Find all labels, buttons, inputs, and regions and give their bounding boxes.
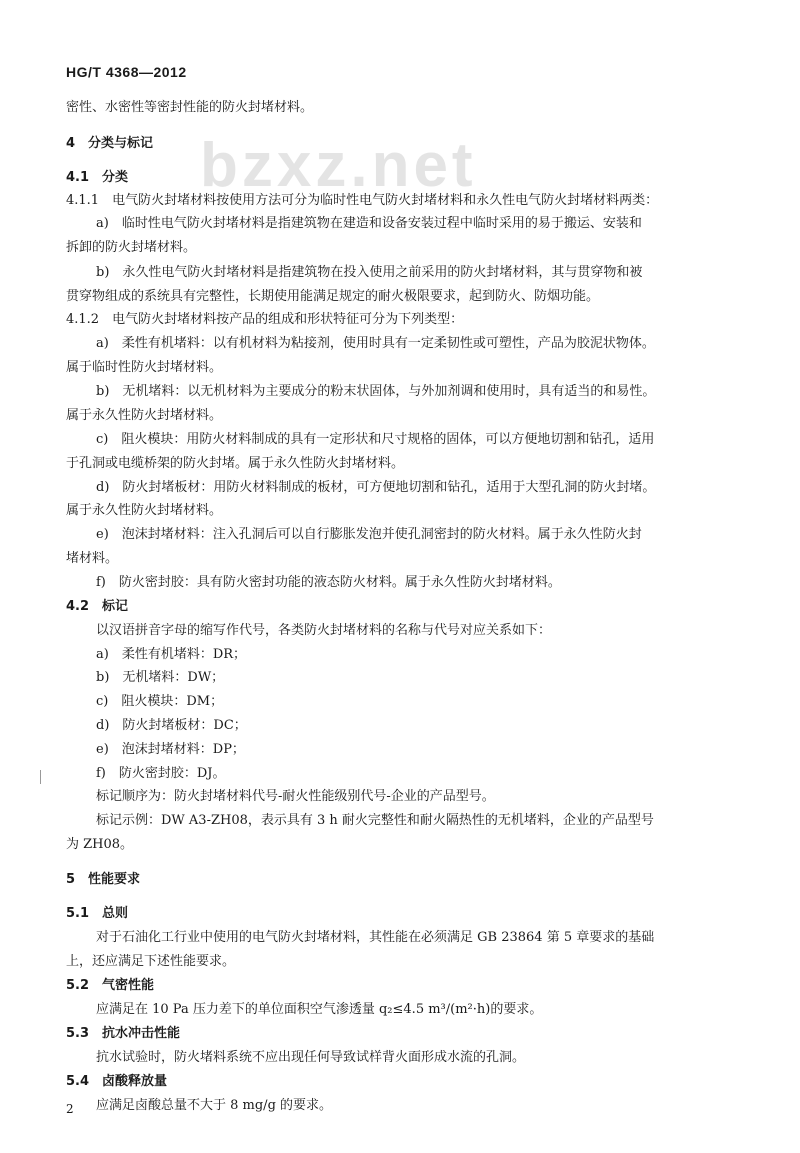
list-item-b: b) 永久性电气防火封堵材料是指建筑物在投入使用之前采用的防火封堵材料，其与贯穿物和被 — [96, 265, 643, 280]
text-line: 属于永久性防火封堵材料。 — [66, 408, 223, 423]
subsection-heading-5-1: 5.1 总则 — [66, 906, 129, 921]
list-item-e: e) 泡沫封堵材料：注入孔洞后可以自行膨胀发泡并使孔洞密封的防火材料。属于永久性防火封 — [96, 527, 642, 542]
text-line: 为 ZH08。 — [66, 837, 134, 852]
list-item-a: a) 柔性有机堵料：以有机材料为粘接剂，使用时具有一定柔韧性或可塑性，产品为胶泥状物体。 — [96, 336, 655, 351]
list-item-b: b) 无机堵料：以无机材料为主要成分的粉末状固体，与外加剂调和使用时，具有适当的和易性。 — [96, 384, 656, 399]
list-item-f: f) 防火密封胶：具有防火密封功能的液态防火材料。属于永久性防火封堵材料。 — [96, 575, 561, 590]
list-item-d: d) 防火封堵板材：用防火材料制成的板材，可方便地切割和钻孔，适用于大型孔洞的防火封堵。 — [96, 480, 656, 495]
text-line: 对于石油化工行业中使用的电气防火封堵材料，其性能在必须满足 GB 23864 第 5 章要求的基础 — [96, 930, 655, 945]
list-item-a: a) 临时性电气防火封堵材料是指建筑物在建造和设备安装过程中临时采用的易于搬运、安装和 — [96, 216, 642, 231]
code-item-c: c) 阻火模块：DM； — [96, 694, 224, 709]
clause-4-1-1: 4.1.1 电气防火封堵材料按使用方法可分为临时性电气防火封堵材料和永久性电气防火封堵材料两类： — [66, 193, 659, 208]
text-line: 以汉语拼音字母的缩写作代号，各类防火封堵材料的名称与代号对应关系如下： — [96, 623, 552, 638]
subsection-heading-4-1: 4.1 分类 — [66, 170, 129, 185]
text-line: 属于临时性防火封堵材料。 — [66, 360, 223, 375]
text-line: 堵材料。 — [66, 551, 119, 566]
text-line: 上，还应满足下述性能要求。 — [66, 954, 236, 969]
text-line: 拆卸的防火封堵材料。 — [66, 240, 197, 255]
text-line: 密性、水密性等密封性能的防火封堵材料。 — [66, 100, 314, 115]
subsection-heading-5-4: 5.4 卤酸释放量 — [66, 1074, 168, 1089]
text-line: 标记顺序为：防火封堵材料代号-耐火性能级别代号-企业的产品型号。 — [96, 789, 495, 804]
text-line: 于孔洞或电缆桥架的防火封堵。属于永久性防火封堵材料。 — [66, 456, 405, 471]
code-item-f: f) 防火密封胶：DJ。 — [96, 766, 226, 781]
section-heading-4: 4 分类与标记 — [66, 136, 154, 151]
text-line: 抗水试验时，防火堵料系统不应出现任何导致试样背火面形成水流的孔洞。 — [96, 1050, 526, 1065]
subsection-heading-4-2: 4.2 标记 — [66, 599, 129, 614]
scan-edge-mark — [40, 770, 41, 784]
clause-4-1-2: 4.1.2 电气防火封堵材料按产品的组成和形状特征可分为下列类型： — [66, 312, 464, 327]
standard-code-header: HG/T 4368—2012 — [66, 64, 187, 80]
code-item-e: e) 泡沫封堵材料：DP； — [96, 742, 245, 757]
code-item-b: b) 无机堵料：DW； — [96, 670, 225, 685]
code-item-d: d) 防火封堵板材：DC； — [96, 718, 247, 733]
watermark: bzxz.net — [200, 131, 477, 200]
text-line: 属于永久性防火封堵材料。 — [66, 503, 223, 518]
list-item-c: c) 阻火模块：用防火材料制成的具有一定形状和尺寸规格的固体，可以方便地切割和钻孔，适用 — [96, 432, 655, 447]
page-number: 2 — [66, 1102, 74, 1116]
text-line: 应满足在 10 Pa 压力差下的单位面积空气渗透量 q₂≤4.5 m³/(m²·h)的要求。 — [96, 1002, 543, 1017]
text-line: 应满足卤酸总量不大于 8 mg/g 的要求。 — [96, 1098, 333, 1113]
code-item-a: a) 柔性有机堵料：DR； — [96, 647, 247, 662]
section-heading-5: 5 性能要求 — [66, 872, 141, 887]
text-line: 贯穿物组成的系统具有完整性，长期使用能满足规定的耐火极限要求，起到防火、防烟功能。 — [66, 289, 600, 304]
subsection-heading-5-3: 5.3 抗水冲击性能 — [66, 1026, 181, 1041]
text-line: 标记示例：DW A3-ZH08，表示具有 3 h 耐火完整性和耐火隔热性的无机堵料，企业的产品型号 — [96, 813, 654, 828]
subsection-heading-5-2: 5.2 气密性能 — [66, 978, 155, 993]
